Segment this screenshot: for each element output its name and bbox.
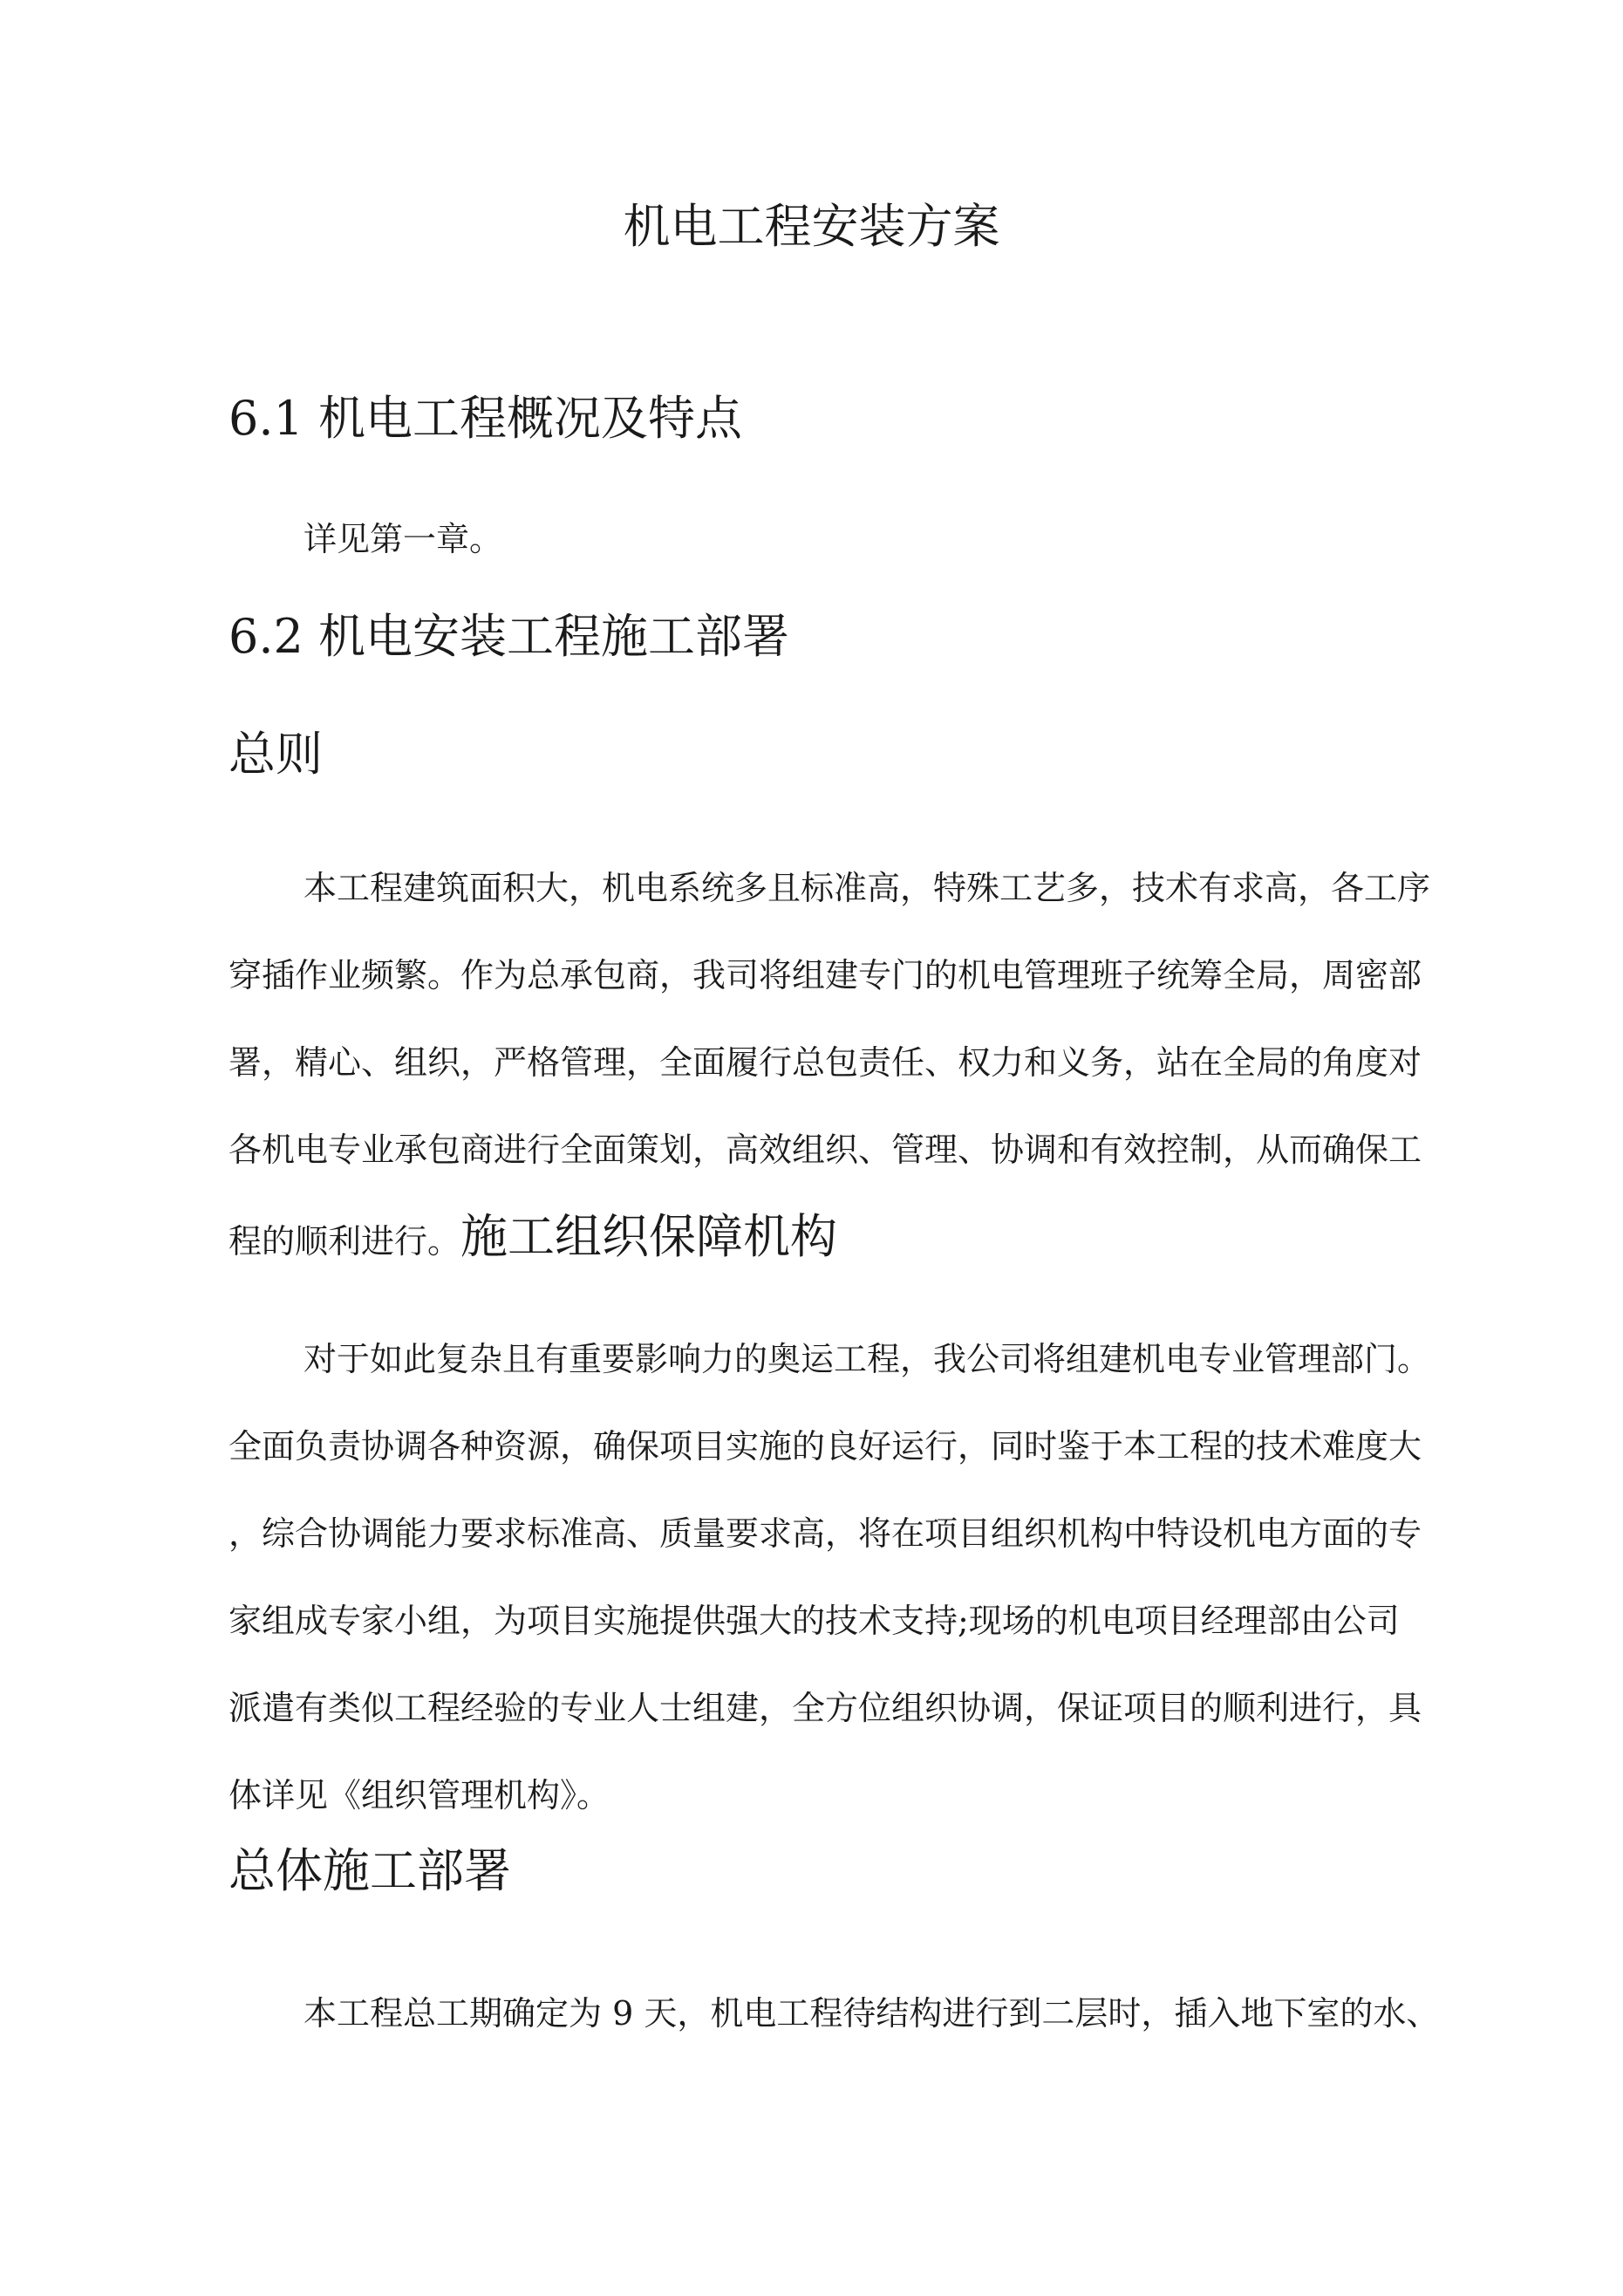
general-paragraph-line: 穿插作业频繁。作为总承包商，我司将组建专门的机电管理班子统筹全局，周密部	[228, 956, 1422, 994]
general-paragraph-line: 本工程建筑面积大，机电系统多且标准高，特殊工艺多，技术有求高，各工序	[303, 869, 1431, 907]
general-paragraph-line: 署，精心、组织，严格管理，全面履行总包责任、权力和义务，站在全局的角度对	[228, 1043, 1422, 1082]
document-title: 机电工程安装方案	[623, 199, 1000, 254]
overall-deployment-heading: 总体施工部署	[228, 1843, 511, 1898]
general-paragraph-end: 程的顺利进行。	[228, 1222, 461, 1261]
org-structure-heading: 施工组织保障机构	[460, 1209, 838, 1264]
org-paragraph-line: 全面负责协调各种资源，确保项目实施的良好运行，同时鉴于本工程的技术难度大	[228, 1427, 1422, 1466]
org-paragraph-line: 派遣有类似工程经验的专业人士组建，全方位组织协调，保证项目的顺利进行，具	[228, 1689, 1422, 1727]
org-paragraph-line: 体详见《组织管理机构》。	[228, 1776, 610, 1814]
org-paragraph-line: 对于如此复杂且有重要影响力的奥运工程，我公司将组建机电专业管理部门。	[303, 1340, 1431, 1378]
section-6-2-heading: 6.2 机电安装工程施工部署	[228, 609, 790, 664]
section-6-1-heading: 6.1 机电工程概况及特点	[228, 391, 743, 446]
overall-deployment-text: 本工程总工期确定为 9 天，机电工程待结构进行到二层时，插入地下室的水、	[303, 1994, 1440, 2033]
general-heading: 总则	[228, 727, 323, 782]
org-paragraph-line: ，综合协调能力要求标准高、质量要求高，将在项目组织机构中特设机电方面的专	[228, 1514, 1422, 1553]
section-6-1-text: 详见第一章。	[303, 520, 503, 558]
org-paragraph-line: 家组成专家小组，为项目实施提供强大的技术支持;现场的机电项目经理部由公司	[228, 1602, 1400, 1640]
general-paragraph-line: 各机电专业承包商进行全面策划，高效组织、管理、协调和有效控制，从而确保工	[228, 1131, 1422, 1169]
general-paragraph-line	[228, 1209, 838, 1266]
